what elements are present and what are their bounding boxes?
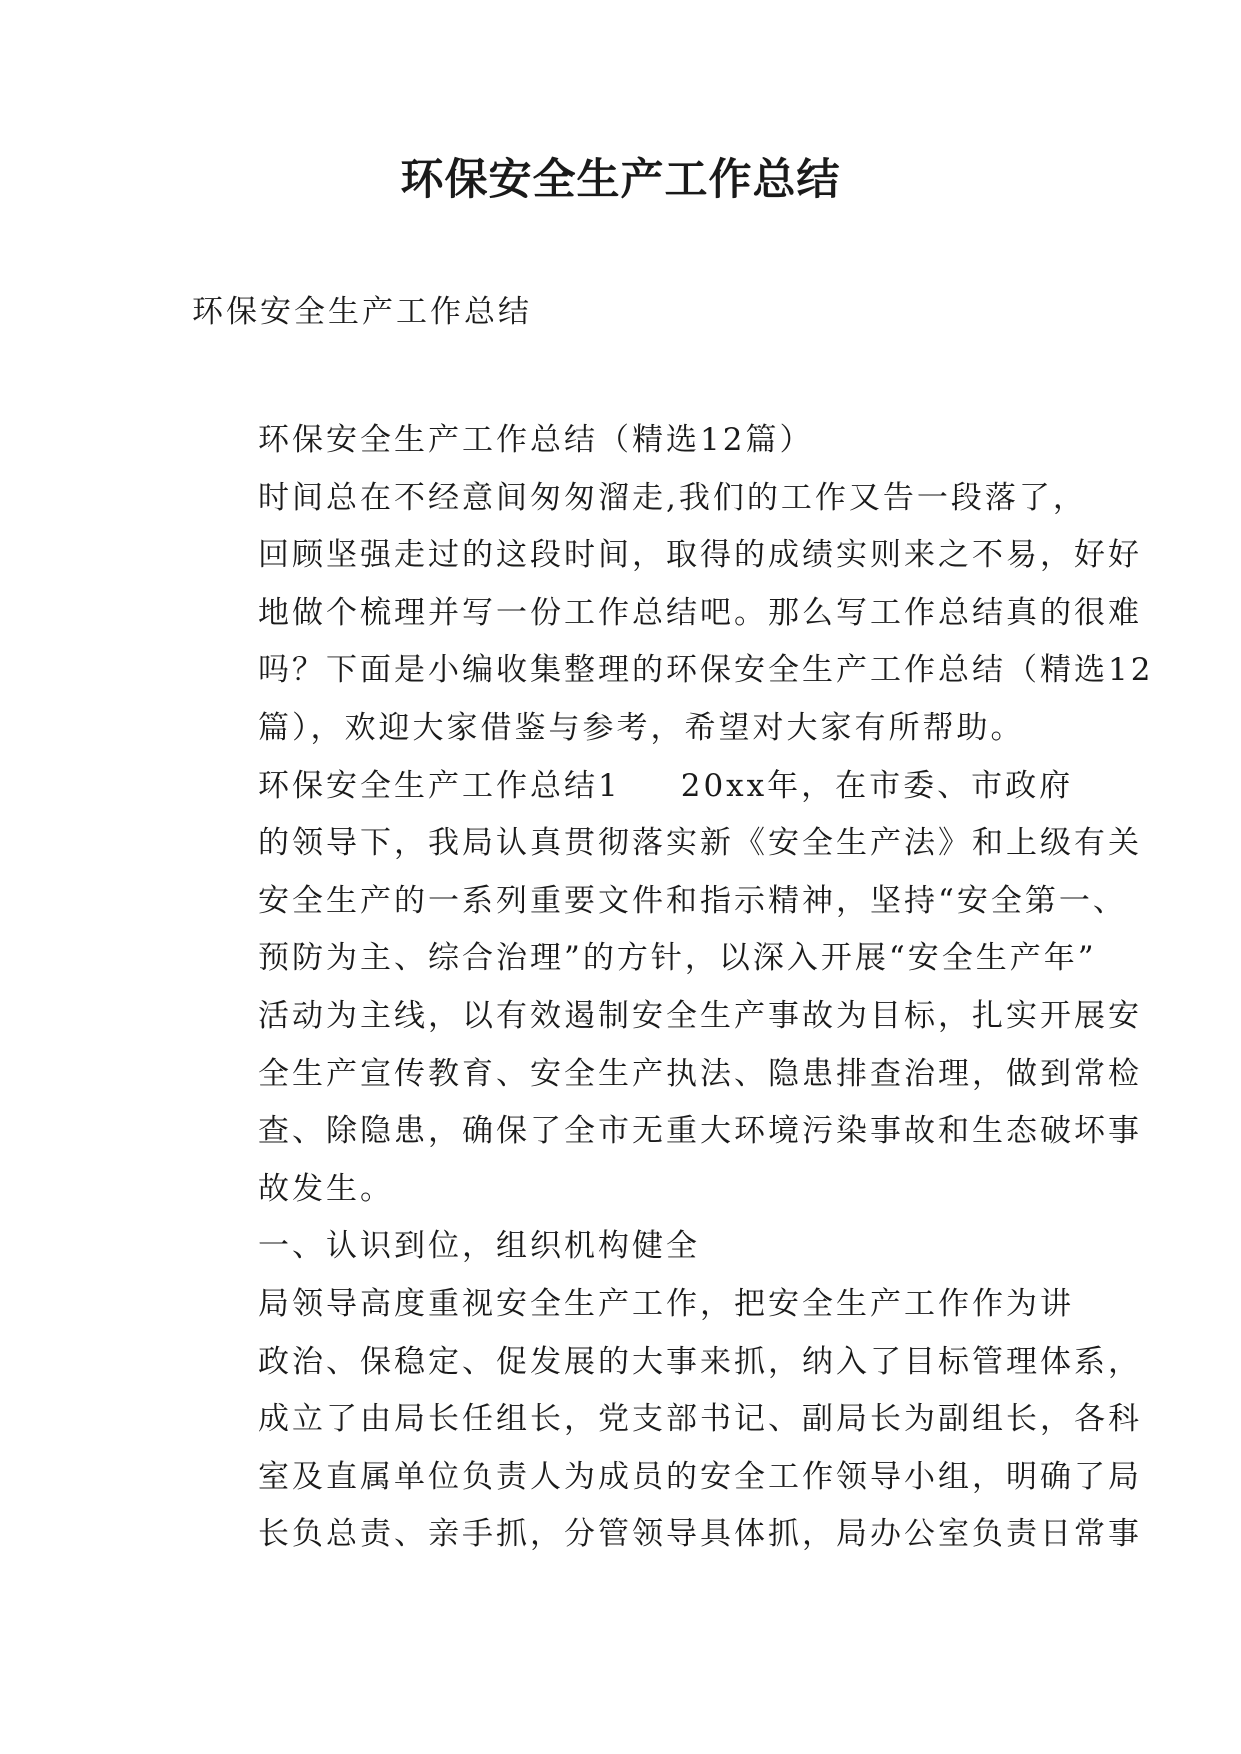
text-line: 全生产宣传教育、安全生产执法、隐患排查治理，做到常检 xyxy=(258,1055,1142,1092)
document-title: 环保安全生产工作总结 xyxy=(400,155,841,205)
text-line: 成立了由局长任组长，党支部书记、副局长为副组长，各科 xyxy=(258,1401,1142,1438)
text-line: 长负总责、亲手抓，分管领导具体抓，局办公室负责日常事 xyxy=(258,1516,1142,1553)
section-heading-1 xyxy=(192,1218,1058,1276)
paragraph-section-1 xyxy=(192,1276,1142,1564)
text-segment: 20xx年，在市委、市政府 xyxy=(680,767,1074,804)
text-line: 故发生。 xyxy=(258,1170,394,1207)
text-line: 政治、保稳定、促发展的大事来抓，纳入了目标管理体系， xyxy=(258,1343,1142,1380)
document-body xyxy=(192,412,1154,1564)
text-line: 一、认识到位，组织机构健全 xyxy=(258,1228,700,1265)
text-line: 室及直属单位负责人为成员的安全工作领导小组，明确了局 xyxy=(258,1458,1142,1495)
document-subtitle: 环保安全生产工作总结 xyxy=(192,294,532,330)
text-line: 回顾坚强走过的这段时间，取得的成绩实则来之不易，好好 xyxy=(258,537,1142,574)
text-line: 地做个梳理并写一份工作总结吧。那么写工作总结真的很难 xyxy=(258,594,1142,631)
text-line: 时间总在不经意间匆匆溜走,我们的工作又告一段落了， xyxy=(258,479,1087,516)
text-line: 吗？下面是小编收集整理的环保安全生产工作总结（精选12 xyxy=(258,652,1154,689)
text-line: 环保安全生产工作总结（精选12篇） xyxy=(258,422,814,458)
text-line: 预防为主、综合治理”的方针，以深入开展“安全生产年” xyxy=(258,940,1097,977)
section-heading: 环保安全生产工作总结1 xyxy=(258,767,621,804)
text-line: 安全生产的一系列重要文件和指示精神，坚持“安全第一、 xyxy=(258,882,1127,919)
text-line: 局领导高度重视安全生产工作，把安全生产工作作为讲 xyxy=(258,1285,1074,1322)
text-line: 的领导下，我局认真贯彻落实新《安全生产法》和上级有关 xyxy=(258,825,1142,862)
paragraph-intro xyxy=(192,470,1154,758)
paragraph-intro-heading xyxy=(192,412,1058,470)
text-line: 查、除隐患，确保了全市无重大环境污染事故和生态破坏事 xyxy=(258,1113,1142,1150)
text-line xyxy=(192,758,1074,816)
paragraph-summary-1 xyxy=(192,758,1142,1219)
text-line: 活动为主线，以有效遏制安全生产事故为目标，扎实开展安 xyxy=(258,997,1142,1034)
text-line: 篇），欢迎大家借鉴与参考，希望对大家有所帮助。 xyxy=(258,709,1025,746)
